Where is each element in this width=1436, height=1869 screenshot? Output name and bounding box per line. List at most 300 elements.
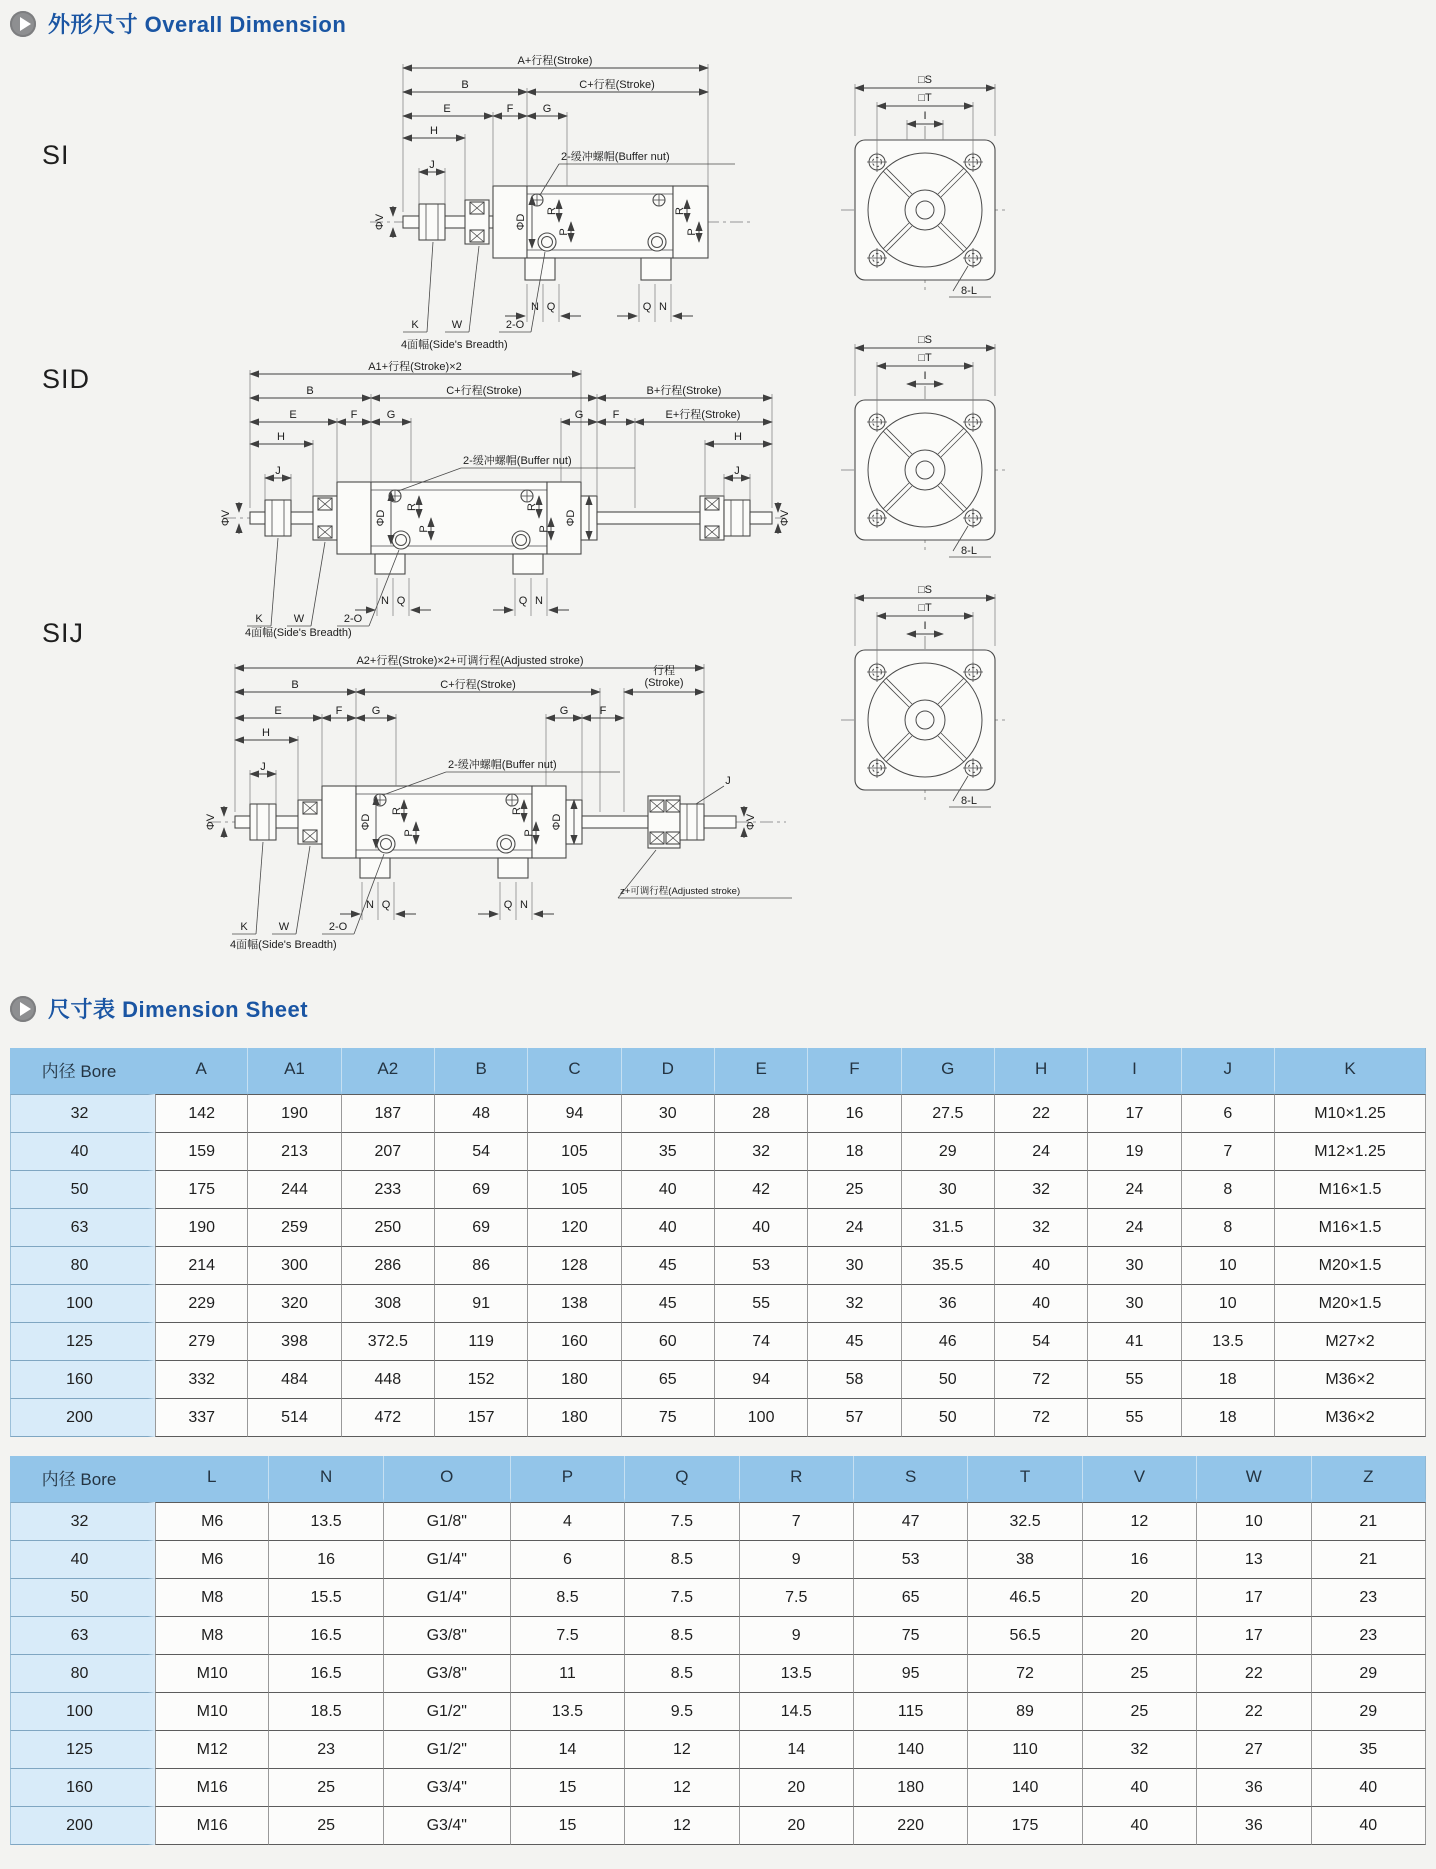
dimension-cell: 65 — [622, 1360, 715, 1398]
dimension-cell: G1/4" — [384, 1540, 511, 1578]
dimension-cell: 32.5 — [968, 1502, 1082, 1540]
table-row — [10, 1246, 1426, 1284]
dimension-cell: M36×2 — [1275, 1398, 1426, 1437]
dimension-cell: 40 — [995, 1284, 1088, 1322]
dimension-cell: 29 — [902, 1132, 995, 1170]
table-row — [10, 1692, 1426, 1730]
dimension-cell: 94 — [528, 1094, 621, 1132]
dimension-cell: 244 — [248, 1170, 341, 1208]
dimension-cell: 8.5 — [625, 1540, 739, 1578]
table-row — [10, 1502, 1426, 1540]
dim-label: N — [531, 301, 539, 313]
dimension-cell: 13.5 — [269, 1502, 383, 1540]
bore-cell: 32 — [10, 1502, 155, 1540]
dim-label: C+行程(Stroke) — [579, 79, 655, 91]
dim-label: N — [520, 899, 528, 911]
column-header: T — [968, 1456, 1082, 1502]
dimension-cell: 16 — [1083, 1540, 1197, 1578]
dimension-cell: 8 — [1182, 1170, 1275, 1208]
dimension-cell: 72 — [995, 1360, 1088, 1398]
dimension-cell: 21 — [1312, 1502, 1426, 1540]
dimension-cell: M8 — [155, 1578, 269, 1616]
column-header: S — [854, 1456, 968, 1502]
section-title: 外形尺寸 Overall Dimension — [48, 12, 347, 37]
dimension-cell: M20×1.5 — [1275, 1284, 1426, 1322]
bore-cell: 50 — [10, 1578, 155, 1616]
dim-label: C+行程(Stroke) — [440, 679, 516, 691]
column-header: Q — [625, 1456, 739, 1502]
dimension-cell: 54 — [435, 1132, 528, 1170]
table-row — [10, 1654, 1426, 1692]
dimension-sheet-header — [10, 993, 308, 1024]
dimension-cell: 128 — [528, 1246, 621, 1284]
dim-label: ΦV — [205, 813, 217, 831]
dim-label: H — [277, 431, 285, 443]
dimension-cell: 308 — [342, 1284, 435, 1322]
dimension-table-1-wrap — [10, 1048, 1426, 1437]
dimension-cell: 30 — [808, 1246, 901, 1284]
dimension-cell: 12 — [625, 1806, 739, 1845]
dimension-cell: M36×2 — [1275, 1360, 1426, 1398]
column-header: O — [384, 1456, 511, 1502]
dimension-cell: 12 — [625, 1730, 739, 1768]
dimension-cell: 398 — [248, 1322, 341, 1360]
dim-label: 8-L — [961, 545, 977, 557]
dimension-cell: 18 — [1182, 1398, 1275, 1437]
dimension-cell: 69 — [435, 1170, 528, 1208]
dimension-cell: 27 — [1197, 1730, 1311, 1768]
dim-label: K — [411, 319, 419, 331]
dimension-cell: 46.5 — [968, 1578, 1082, 1616]
dim-label: P — [686, 228, 698, 236]
column-header: G — [902, 1048, 995, 1094]
table-row — [10, 1094, 1426, 1132]
bore-cell: 63 — [10, 1616, 155, 1654]
dimension-cell: M10 — [155, 1692, 269, 1730]
dimension-cell: 47 — [854, 1502, 968, 1540]
dimension-cell: 74 — [715, 1322, 808, 1360]
dimension-cell: 100 — [715, 1398, 808, 1437]
dim-label: A+行程(Stroke) — [517, 55, 593, 67]
dimension-cell: 13.5 — [511, 1692, 625, 1730]
dimension-cell: 7 — [1182, 1132, 1275, 1170]
dimension-cell: 159 — [155, 1132, 248, 1170]
dim-label: H — [262, 727, 270, 739]
section-bullet-icon — [10, 11, 36, 37]
dimension-cell: 250 — [342, 1208, 435, 1246]
dimension-cell: 15.5 — [269, 1578, 383, 1616]
dimension-cell: 24 — [1088, 1208, 1181, 1246]
dimension-cell: 53 — [854, 1540, 968, 1578]
dimension-cell: 12 — [625, 1768, 739, 1806]
dim-label: A2+行程(Stroke)×2+可调行程(Adjusted stroke) — [356, 655, 584, 667]
dimension-cell: 23 — [1312, 1616, 1426, 1654]
dimension-cell: 140 — [854, 1730, 968, 1768]
dimension-cell: 10 — [1182, 1246, 1275, 1284]
dimension-cell: 94 — [715, 1360, 808, 1398]
dimension-cell: 14 — [740, 1730, 854, 1768]
dim-label: ΦD — [360, 813, 372, 831]
dimension-cell: 157 — [435, 1398, 528, 1437]
dim-label: R — [674, 207, 686, 215]
dim-label: W — [451, 319, 463, 331]
dimension-cell: 8.5 — [511, 1578, 625, 1616]
dimension-cell: M16 — [155, 1768, 269, 1806]
bore-cell: 200 — [10, 1398, 155, 1437]
dimension-cell: 18 — [1182, 1360, 1275, 1398]
dimension-cell: 75 — [854, 1616, 968, 1654]
dim-label: 8-L — [961, 795, 977, 807]
dimension-cell: 180 — [528, 1398, 621, 1437]
dim-label: G — [559, 705, 569, 717]
dim-label: E — [274, 705, 282, 717]
column-header: Z — [1312, 1456, 1426, 1502]
dim-label: F — [599, 705, 607, 717]
column-header: A1 — [248, 1048, 341, 1094]
bore-cell: 63 — [10, 1208, 155, 1246]
dim-label: 2-O — [343, 613, 363, 625]
dimension-cell: 214 — [155, 1246, 248, 1284]
dimension-cell: 15 — [511, 1768, 625, 1806]
dimension-cell: 9.5 — [625, 1692, 739, 1730]
dimension-cell: 11 — [511, 1654, 625, 1692]
dim-label: 4面幅(Side's Breadth) — [245, 627, 352, 639]
dimension-cell: 142 — [155, 1094, 248, 1132]
table-row — [10, 1284, 1426, 1322]
dimension-cell: 24 — [1088, 1170, 1181, 1208]
bore-cell: 100 — [10, 1284, 155, 1322]
table-row — [10, 1170, 1426, 1208]
dimension-cell: 160 — [528, 1322, 621, 1360]
bore-cell: 40 — [10, 1132, 155, 1170]
table-row — [10, 1398, 1426, 1437]
dimension-cell: 38 — [968, 1540, 1082, 1578]
dim-label: J — [275, 465, 281, 477]
dimension-cell: M12 — [155, 1730, 269, 1768]
dim-label: ΦD — [551, 813, 563, 831]
column-header: L — [155, 1456, 269, 1502]
dimension-cell: 22 — [995, 1094, 1088, 1132]
dimension-cell: 45 — [622, 1284, 715, 1322]
dim-label: R — [526, 503, 538, 511]
model-label-sid: SID — [42, 364, 91, 394]
dim-label: E — [289, 409, 297, 421]
column-header-bore: 内径 Bore — [10, 1456, 155, 1502]
dim-label: W — [293, 613, 305, 625]
dimension-cell: M20×1.5 — [1275, 1246, 1426, 1284]
bore-cell: 50 — [10, 1170, 155, 1208]
dimension-cell: 10 — [1182, 1284, 1275, 1322]
sij-side-view-drawing — [180, 652, 800, 962]
dimension-cell: 152 — [435, 1360, 528, 1398]
dimension-cell: 40 — [995, 1246, 1088, 1284]
dim-label: ΦV — [779, 509, 791, 527]
dimension-cell: 180 — [528, 1360, 621, 1398]
dimension-cell: 190 — [248, 1094, 341, 1132]
dimension-cell: 8.5 — [625, 1654, 739, 1692]
dimension-cell: 36 — [1197, 1806, 1311, 1845]
dim-label: B — [291, 679, 299, 691]
buffer-nut-callout: 2-缓冲螺帽(Buffer nut) — [561, 151, 670, 163]
table-row — [10, 1578, 1426, 1616]
dim-label: P — [558, 228, 570, 236]
dimension-cell: 9 — [740, 1616, 854, 1654]
dim-label: 8-L — [961, 285, 977, 297]
column-header: H — [995, 1048, 1088, 1094]
sid-side-view-drawing — [195, 358, 795, 638]
dim-label: F — [335, 705, 343, 717]
adjusted-stroke-callout: z+可调行程(Adjusted stroke) — [620, 886, 741, 897]
dimension-cell: 138 — [528, 1284, 621, 1322]
column-header: E — [715, 1048, 808, 1094]
dimension-cell: 31.5 — [902, 1208, 995, 1246]
buffer-nut-callout: 2-缓冲螺帽(Buffer nut) — [448, 759, 557, 771]
dimension-cell: 41 — [1088, 1322, 1181, 1360]
dimension-cell: 372.5 — [342, 1322, 435, 1360]
dimension-cell: 286 — [342, 1246, 435, 1284]
dimension-cell: 9 — [740, 1540, 854, 1578]
dimension-cell: 32 — [995, 1170, 1088, 1208]
dim-label: J — [734, 465, 740, 477]
dimension-cell: M16 — [155, 1806, 269, 1845]
dim-label: Q — [503, 899, 513, 911]
dimension-cell: 22 — [1197, 1692, 1311, 1730]
model-label-si: SI — [42, 140, 70, 170]
dimension-cell: M27×2 — [1275, 1322, 1426, 1360]
dimension-cell: 20 — [740, 1806, 854, 1845]
table-row — [10, 1730, 1426, 1768]
dim-label: □S — [918, 584, 932, 596]
column-header-bore: 内径 Bore — [10, 1048, 155, 1094]
dimension-cell: 55 — [1088, 1360, 1181, 1398]
si-side-view-drawing — [335, 52, 765, 352]
column-header: F — [808, 1048, 901, 1094]
dim-label: K — [255, 613, 263, 625]
dimension-cell: 110 — [968, 1730, 1082, 1768]
dimension-cell: 25 — [269, 1806, 383, 1845]
dimension-cell: 213 — [248, 1132, 341, 1170]
dimension-cell: 4 — [511, 1502, 625, 1540]
dimension-cell: 29 — [1312, 1692, 1426, 1730]
dim-label: N — [535, 595, 543, 607]
dimension-cell: 6 — [511, 1540, 625, 1578]
dim-label: Q — [642, 301, 652, 313]
dimension-table-2-wrap — [10, 1456, 1426, 1845]
bore-cell: 80 — [10, 1654, 155, 1692]
dim-label: N — [366, 899, 374, 911]
dim-label: □S — [918, 334, 932, 346]
dimension-cell: 448 — [342, 1360, 435, 1398]
dimension-cell: 45 — [622, 1246, 715, 1284]
dim-label: I — [923, 110, 927, 122]
dimension-cell: 7 — [740, 1502, 854, 1540]
column-header: C — [528, 1048, 621, 1094]
dimension-cell: 35 — [622, 1132, 715, 1170]
dimension-cell: 337 — [155, 1398, 248, 1437]
dim-label: Q — [546, 301, 556, 313]
dimension-cell: 60 — [622, 1322, 715, 1360]
header-row — [10, 1456, 1426, 1502]
dimension-cell: 13 — [1197, 1540, 1311, 1578]
dim-label: G — [542, 103, 552, 115]
dimension-cell: 220 — [854, 1806, 968, 1845]
dim-label: ΦD — [515, 213, 527, 231]
dimension-cell: 40 — [1083, 1806, 1197, 1845]
dimension-cell: 175 — [968, 1806, 1082, 1845]
dim-label: B+行程(Stroke) — [646, 385, 722, 397]
dimension-cell: G3/4" — [384, 1768, 511, 1806]
column-header: I — [1088, 1048, 1181, 1094]
bore-cell: 160 — [10, 1768, 155, 1806]
dim-label: □T — [918, 602, 932, 614]
dimension-cell: 17 — [1197, 1578, 1311, 1616]
dim-label: P — [538, 525, 550, 533]
dim-label: C+行程(Stroke) — [446, 385, 522, 397]
dim-label: 行程 — [653, 665, 675, 677]
dimension-cell: 13.5 — [740, 1654, 854, 1692]
dimension-cell: 40 — [1083, 1768, 1197, 1806]
dimension-cell: 18.5 — [269, 1692, 383, 1730]
dimension-cell: 36 — [902, 1284, 995, 1322]
dimension-cell: 119 — [435, 1322, 528, 1360]
dimension-cell: 120 — [528, 1208, 621, 1246]
dim-label: □T — [918, 92, 932, 104]
dimension-cell: 69 — [435, 1208, 528, 1246]
dimension-cell: 40 — [622, 1208, 715, 1246]
dimension-cell: 56.5 — [968, 1616, 1082, 1654]
dimension-cell: 115 — [854, 1692, 968, 1730]
dimension-cell: 23 — [269, 1730, 383, 1768]
dim-label: 2-O — [328, 921, 348, 933]
dimension-cell: 72 — [995, 1398, 1088, 1437]
dimension-cell: 32 — [715, 1132, 808, 1170]
dimension-cell: 25 — [808, 1170, 901, 1208]
dimension-cell: 484 — [248, 1360, 341, 1398]
dimension-cell: 32 — [995, 1208, 1088, 1246]
column-header: A2 — [342, 1048, 435, 1094]
dim-label: ΦD — [375, 509, 387, 527]
column-header: D — [622, 1048, 715, 1094]
dimension-cell: 8 — [1182, 1208, 1275, 1246]
dim-label: F — [350, 409, 358, 421]
dimension-cell: 50 — [902, 1360, 995, 1398]
table-row — [10, 1540, 1426, 1578]
dimension-cell: M12×1.25 — [1275, 1132, 1426, 1170]
dimension-cell: 25 — [1083, 1654, 1197, 1692]
dim-label: W — [278, 921, 290, 933]
dim-label: P — [418, 525, 430, 533]
dim-label: J — [429, 159, 435, 171]
dimension-cell: 180 — [854, 1768, 968, 1806]
dim-label: I — [923, 370, 927, 382]
dimension-cell: 16.5 — [269, 1654, 383, 1692]
dimension-cell: 14 — [511, 1730, 625, 1768]
dimension-cell: 6 — [1182, 1094, 1275, 1132]
bore-cell: 160 — [10, 1360, 155, 1398]
dimension-cell: 48 — [435, 1094, 528, 1132]
dimension-cell: 54 — [995, 1322, 1088, 1360]
dimension-cell: 16 — [269, 1540, 383, 1578]
dim-label: □T — [918, 352, 932, 364]
dim-label: Q — [518, 595, 528, 607]
dimension-cell: 25 — [269, 1768, 383, 1806]
dimension-cell: G1/8" — [384, 1502, 511, 1540]
dimension-cell: 42 — [715, 1170, 808, 1208]
dim-label: □S — [918, 74, 932, 86]
table-row — [10, 1616, 1426, 1654]
dim-label: E — [443, 103, 451, 115]
dimension-cell: 89 — [968, 1692, 1082, 1730]
dim-label: ΦV — [374, 213, 386, 231]
dimension-cell: M16×1.5 — [1275, 1208, 1426, 1246]
overall-dimension-header — [10, 8, 346, 39]
dimension-cell: 229 — [155, 1284, 248, 1322]
dimension-cell: G1/2" — [384, 1692, 511, 1730]
dim-label: G — [371, 705, 381, 717]
dimension-cell: 7.5 — [511, 1616, 625, 1654]
dimension-cell: 25 — [1083, 1692, 1197, 1730]
dimension-cell: 7.5 — [625, 1502, 739, 1540]
dim-label: E+行程(Stroke) — [665, 409, 741, 421]
dimension-cell: 20 — [740, 1768, 854, 1806]
header-row — [10, 1048, 1426, 1094]
dimension-cell: 30 — [902, 1170, 995, 1208]
dimension-cell: 23 — [1312, 1578, 1426, 1616]
dim-label: F — [612, 409, 620, 421]
dim-label: H — [734, 431, 742, 443]
dimension-cell: 75 — [622, 1398, 715, 1437]
dim-label: 2-O — [505, 319, 525, 331]
dimension-cell: 16.5 — [269, 1616, 383, 1654]
dimension-cell: 514 — [248, 1398, 341, 1437]
dimension-cell: 22 — [1197, 1654, 1311, 1692]
column-header: J — [1182, 1048, 1275, 1094]
dimension-cell: G3/8" — [384, 1654, 511, 1692]
dimension-cell: 20 — [1083, 1578, 1197, 1616]
column-header: K — [1275, 1048, 1426, 1094]
dimension-cell: 12 — [1083, 1502, 1197, 1540]
dimension-cell: 8.5 — [625, 1616, 739, 1654]
dim-label: H — [430, 125, 438, 137]
section-title: 尺寸表 Dimension Sheet — [48, 997, 309, 1022]
column-header: P — [511, 1456, 625, 1502]
dim-label: R — [511, 807, 523, 815]
dim-label: ΦV — [745, 813, 757, 831]
bore-cell: 80 — [10, 1246, 155, 1284]
dimension-cell: 50 — [902, 1398, 995, 1437]
table-row — [10, 1806, 1426, 1845]
dimension-cell: 40 — [1312, 1768, 1426, 1806]
dimension-cell: 207 — [342, 1132, 435, 1170]
dimension-cell: G3/8" — [384, 1616, 511, 1654]
column-header: N — [269, 1456, 383, 1502]
bore-cell: 125 — [10, 1322, 155, 1360]
dimension-cell: 35.5 — [902, 1246, 995, 1284]
dimension-cell: 32 — [808, 1284, 901, 1322]
dimension-cell: 72 — [968, 1654, 1082, 1692]
sij-end-view-drawing — [835, 580, 1015, 810]
dim-label: Q — [396, 595, 406, 607]
dim-label: G — [386, 409, 396, 421]
dimension-cell: 35 — [1312, 1730, 1426, 1768]
dimension-cell: 17 — [1088, 1094, 1181, 1132]
dimension-cell: 24 — [808, 1208, 901, 1246]
dimension-cell: 95 — [854, 1654, 968, 1692]
dimension-cell: M8 — [155, 1616, 269, 1654]
dim-label: P — [403, 829, 415, 837]
dimension-cell: 40 — [715, 1208, 808, 1246]
dimension-cell: 21 — [1312, 1540, 1426, 1578]
